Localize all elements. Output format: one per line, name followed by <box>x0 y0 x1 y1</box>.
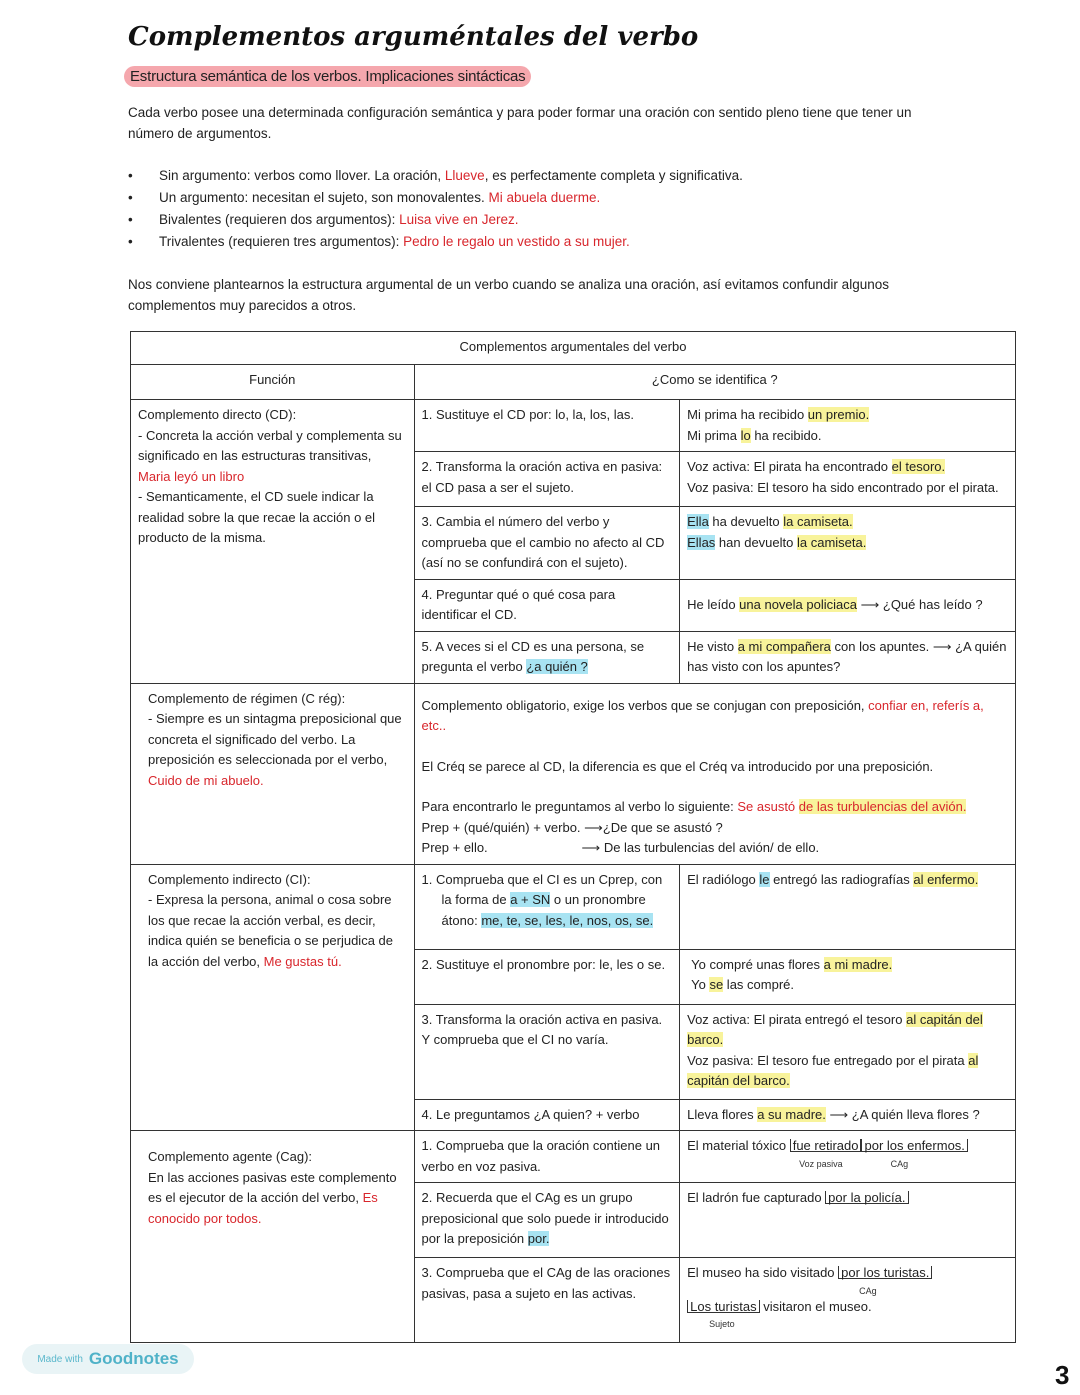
arrow-icon: ⟶ <box>829 1106 849 1122</box>
subtitle: Estructura semántica de los verbos. Implicaciones sintácticas <box>124 66 531 87</box>
cag-example-2: El ladrón fue capturado por la policía. <box>680 1183 1016 1258</box>
table-row <box>131 864 1016 949</box>
cd-example-2: Voz activa: El pirata ha encontrado el tesoro. Voz pasiva: El tesoro ha sido encontrado por el pirata. <box>680 452 1016 507</box>
table-row <box>131 400 1016 452</box>
page-number: 3 <box>1055 1360 1070 1390</box>
cd-example-5: He visto a mi compañera con los apuntes. ⟶ ¿A quién has visto con los apuntes? <box>680 631 1016 683</box>
cd-test-3: 3. Cambia el número del verbo y comprueba que el cambio no afecto al CD (así no se confundirá con el sujeto). <box>414 507 680 580</box>
ci-example-4: Lleva flores a su madre. ⟶ ¿A quién lleva flores ? <box>680 1099 1016 1131</box>
creg-explanation: Complemento obligatorio, exige los verbos que se conjugan con preposición, confiar en, referís a, etc.. El Créq se parece al CD, la diferencia es que el Créq va introducido por una preposición. Para encontrarlo le preguntamos al verbo lo siguiente: Se asustó de las turbulencias del avión. Prep + (qué/quién) + verbo. ⟶¿De que se asustó ? Prep + ello. ⟶ De las turbulencias del avión/ de ello. <box>414 683 1015 864</box>
cd-example-4: He leído una novela policiaca ⟶ ¿Qué has leído ? <box>680 579 1016 631</box>
cd-test-2: 2. Transforma la oración activa en pasiva: el CD pasa a ser el sujeto. <box>414 452 680 507</box>
cag-test-3: 3. Comprueba que el CAg de las oraciones pasivas, pasa a sujeto en las activas. <box>414 1258 680 1343</box>
list-item: • Sin argumento: verbos como llover. La oración, Llueve, es perfectamente completa y significativa. <box>128 165 743 187</box>
list-item: • Trivalentes (requieren tres argumentos): Pedro le regalo un vestido a su mujer. <box>128 231 743 253</box>
cd-test-1: 1. Sustituye el CD por: lo, la, los, las. <box>414 400 680 452</box>
intro-paragraph: Cada verbo posee una determinada configuración semántica y para poder formar una oración con sentido pleno tiene que tener un número de argumentos. <box>128 105 912 141</box>
page-title: Complementos arguméntales del verbo <box>128 22 699 52</box>
cd-test-5: 5. A veces si el CD es una persona, se pregunta el verbo ¿a quién ? <box>414 631 680 683</box>
cag-test-1: 1. Comprueba que la oración contiene un verbo en voz pasiva. <box>414 1131 680 1183</box>
arrow-icon: ⟶ <box>932 638 952 654</box>
valency-list <box>128 165 743 253</box>
complements-table <box>130 331 1016 1343</box>
ci-test-1: 1. Comprueba que el CI es un Cprep, con la forma de a + SN o un pronombre átono: me, te, se, les, le, nos, os, se. <box>414 864 680 949</box>
ci-example-3: Voz activa: El pirata entregó el tesoro al capitán del barco. Voz pasiva: El tesoro fue entregado por el pirata al capitán del barco. <box>680 1004 1016 1099</box>
creg-description: Complemento de régimen (C rég): - Siempre es un sintagma preposicional que concreta el significado del verbo. La preposición es seleccionada por el verbo, Cuido de mi abuelo. <box>131 683 415 864</box>
cag-example-1: El material tóxico fue retirado por los enfermos. Voz pasiva CAg <box>680 1131 1016 1183</box>
list-item: • Un argumento: necesitan el sujeto, son monovalentes. Mi abuela duerme. <box>128 187 743 209</box>
table-caption: Complementos argumentales del verbo <box>131 332 1016 365</box>
column-header-funcion: Función <box>131 365 415 400</box>
cag-test-2: 2. Recuerda que el CAg es un grupo preposicional que solo puede ir introducido por la preposición por. <box>414 1183 680 1258</box>
ci-test-4: 4. Le preguntamos ¿A quien? + verbo <box>414 1099 680 1131</box>
ci-description: Complemento indirecto (CI): - Expresa la persona, animal o cosa sobre los que recae la acción verbal, es decir, indica quién se beneficia o se perjudica de la acción del verbo, Me gustas tú. <box>131 864 415 1131</box>
table-row <box>131 1131 1016 1183</box>
cd-example-3: Ella ha devuelto la camiseta. Ellas han devuelto la camiseta. <box>680 507 1016 580</box>
goodnotes-logo: Goodnotes <box>88 1349 179 1368</box>
ci-test-3: 3. Transforma la oración activa en pasiva. Y comprueba que el CI no varía. <box>414 1004 680 1099</box>
arrow-icon: ⟶ <box>581 840 601 855</box>
table-header-row <box>131 365 1016 400</box>
arrow-icon: ⟶ <box>860 596 880 612</box>
ci-test-2: 2. Sustituye el pronombre por: le, les o se. <box>414 949 680 1004</box>
table-caption-row <box>131 332 1016 365</box>
cd-example-1: Mi prima ha recibido un premio. Mi prima lo ha recibido. <box>680 400 1016 452</box>
cag-example-3: El museo ha sido visitado por los turistas. CAg Los turistas visitaron el museo. Sujeto <box>680 1258 1016 1343</box>
goodnotes-badge: Made with Goodnotes <box>22 1344 194 1374</box>
column-header-como: ¿Como se identifica ? <box>414 365 1015 400</box>
cd-description: Complemento directo (CD): - Concreta la acción verbal y complementa su significado en las estructuras transitivas, Maria leyó un libro - Semanticamente, el CD suele indicar la realidad sobre la que recae la acción o el producto de la misma. <box>131 400 415 684</box>
arrow-icon: ⟶ <box>584 819 603 835</box>
list-item: • Bivalentes (requieren dos argumentos): Luisa vive en Jerez. <box>128 209 743 231</box>
table-row <box>131 683 1016 864</box>
ci-example-1: El radiólogo le entregó las radiografías al enfermo. <box>680 864 1016 949</box>
ci-example-2: Yo compré unas flores a mi madre. Yo se las compré. <box>680 949 1016 1004</box>
second-paragraph: Nos conviene plantearnos la estructura argumental de un verbo cuando se analiza una oración, así evitamos confundir algunos complementos muy parecidos a otros. <box>128 277 889 313</box>
cd-test-4: 4. Preguntar qué o qué cosa para identificar el CD. <box>414 579 680 631</box>
cag-description: Complemento agente (Cag): En las acciones pasivas este complemento es el ejecutor de la acción del verbo, Es conocido por todos. <box>131 1131 415 1343</box>
